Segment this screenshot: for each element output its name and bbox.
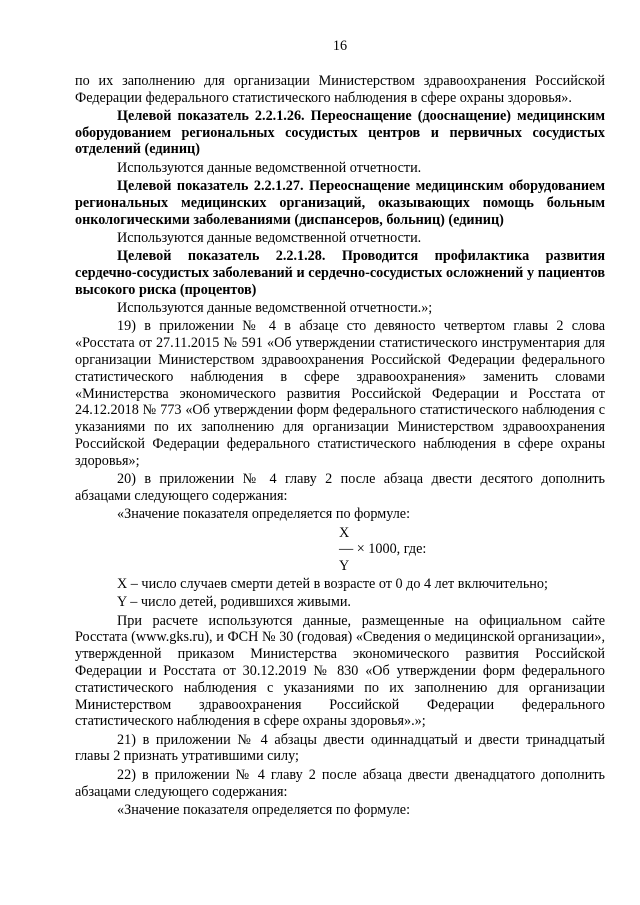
page-number: 16 <box>332 38 348 54</box>
paragraph: При расчете используются данные, размещенные на официальном сайте Росстата (www.gks.ru), и ФСН № 30 (годовая) «Сведения о медицинской организации», утвержденной приказом Министерства экономического развития Российской Федерации и Росстата от 30.12.2019 № 830 «Об утверждении форм федерального статистического наблюдения с указаниями по их заполнению для организации Министерством здравоохранения Российской Федерации федерального статистического наблюдения в сфере охраны здоровья».»; <box>75 612 605 730</box>
paragraph: Используются данные ведомственной отчетности.»; <box>117 300 433 317</box>
paragraph: Используются данные ведомственной отчетности. <box>117 159 422 176</box>
paragraph: «Значение показателя определяется по формуле: <box>117 506 411 523</box>
target-indicator-heading: Целевой показатель 2.2.1.28. Проводится профилактика развития сердечно-сосудистых заболеваний и сердечно-сосудистых осложнений у пациентов высокого риска (процентов) <box>75 248 605 298</box>
amendment-paragraph: 22) в приложении № 4 главу 2 после абзаца двести двенадцатого дополнить абзацами следующего содержания: <box>75 766 605 800</box>
variable-definition: X – число случаев смерти детей в возрасте от 0 до 4 лет включительно; <box>117 576 548 593</box>
paragraph: по их заполнению для организации Министерством здравоохранения Российской Федерации федерального статистического наблюдения в сфере охраны здоровья». <box>75 72 605 106</box>
paragraph: Используются данные ведомственной отчетности. <box>117 229 422 246</box>
paragraph: «Значение показателя определяется по формуле: <box>117 801 411 818</box>
target-indicator-heading: Целевой показатель 2.2.1.26. Переоснащение (дооснащение) медицинским оборудованием региональных сосудистых центров и первичных сосудистых отделений (единиц) <box>75 107 605 158</box>
formula-numerator: X <box>339 524 350 541</box>
variable-definition: Y – число детей, родившихся живыми. <box>117 594 351 611</box>
formula-denominator: Y <box>339 558 350 575</box>
amendment-paragraph: 20) в приложении № 4 главу 2 после абзаца двести десятого дополнить абзацами следующего содержания: <box>75 471 605 504</box>
formula <box>75 525 605 575</box>
formula-fraction-line: — × 1000, где: <box>339 541 427 558</box>
amendment-paragraph: 21) в приложении № 4 абзацы двести одиннадцатый и двести тринадцатый главы 2 признать утратившими силу; <box>75 731 605 765</box>
target-indicator-heading: Целевой показатель 2.2.1.27. Переоснащение медицинским оборудованием региональных медицинских организаций, оказывающих помощь больным онкологическими заболеваниями (диспансеров, больниц) (единиц) <box>75 178 605 228</box>
amendment-paragraph: 19) в приложении № 4 в абзаце сто девяносто четвертом главы 2 слова «Росстата от 27.11.2015 № 591 «Об утверждении статистического инструментария для организации Министерством здравоохранения Российской Федерации федерального статистического наблюдения в сфере здравоохранения» заменить словами «Министерства экономического развития Российской Федерации и Росстата от 24.12.2018 № 773 «Об утверждении форм федерального статистического наблюдения с указаниями по их заполнению для организации Министерством здравоохранения Российской Федерации федерального статистического наблюдения в сфере охраны здоровья»; <box>75 318 605 469</box>
